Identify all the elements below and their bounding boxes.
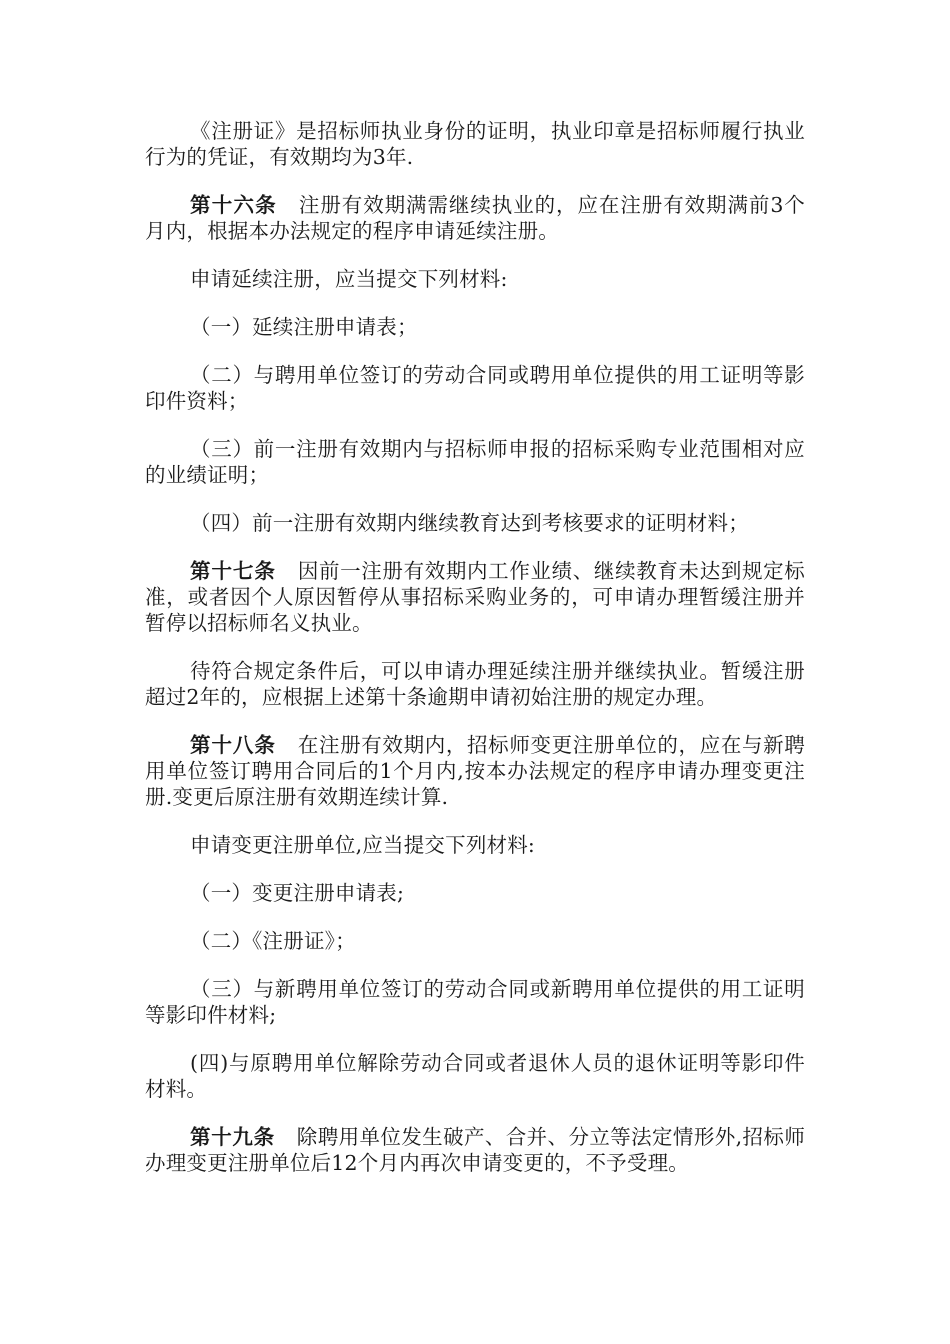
article-heading: 第十八条 (190, 733, 276, 757)
paragraph-text: （一）变更注册申请表; (190, 881, 405, 905)
paragraph (145, 118, 805, 170)
list-item (145, 880, 805, 906)
paragraph (145, 658, 805, 710)
paragraph-text: （四）前一注册有效期内继续教育达到考核要求的证明材料； (190, 511, 749, 535)
list-item (145, 510, 805, 536)
article-heading: 第十七条 (190, 559, 276, 583)
paragraph-text: 申请延续注册，应当提交下列材料: (190, 267, 508, 291)
paragraph-text: （三）与新聘用单位签订的劳动合同或新聘用单位提供的用工证明等影印件材料; (145, 977, 805, 1027)
paragraph-text: 注册有效期满需继续执业的，应在注册有效期满前3个月内，根据本办法规定的程序申请延续注册。 (145, 193, 806, 243)
paragraph-text: (四)与原聘用单位解除劳动合同或者退休人员的退休证明等影印件材料。 (145, 1051, 805, 1101)
paragraph-text: 申请变更注册单位,应当提交下列材料: (190, 833, 536, 857)
document-body (145, 118, 805, 1198)
list-item (145, 1050, 805, 1102)
article-paragraph (145, 1124, 805, 1176)
paragraph-text: （二）与聘用单位签订的劳动合同或聘用单位提供的用工证明等影印件资料； (145, 363, 805, 413)
paragraph-text: （三）前一注册有效期内与招标师申报的招标采购专业范围相对应的业绩证明； (145, 437, 805, 487)
article-heading: 第十六条 (190, 193, 277, 217)
paragraph-text: 待符合规定条件后，可以申请办理延续注册并继续执业。暂缓注册超过2年的，应根据上述第十条逾期申请初始注册的规定办理。 (145, 659, 805, 709)
paragraph-text: 除聘用单位发生破产、合并、分立等法定情形外,招标师办理变更注册单位后12个月内再次申请变更的，不予受理。 (145, 1125, 806, 1175)
list-item (145, 928, 805, 954)
article-paragraph (145, 192, 805, 244)
paragraph-text: 《注册证》是招标师执业身份的证明，执业印章是招标师履行执业行为的凭证，有效期均为3年. (145, 119, 805, 169)
paragraph-text: （二）《注册证》； (190, 929, 356, 953)
paragraph-text: 在注册有效期内，招标师变更注册单位的，应在与新聘用单位签订聘用合同后的1个月内,按本办法规定的程序申请办理变更注册.变更后原注册有效期连续计算. (145, 733, 805, 809)
list-item (145, 362, 805, 414)
paragraph-text: 因前一注册有效期内工作业绩、继续教育未达到规定标准，或者因个人原因暂停从事招标采购业务的，可申请办理暂缓注册并暂停以招标师名义执业。 (145, 559, 805, 635)
paragraph (145, 266, 805, 292)
list-item (145, 976, 805, 1028)
paragraph (145, 832, 805, 858)
article-paragraph (145, 732, 805, 810)
list-item (145, 436, 805, 488)
paragraph-text: （一）延续注册申请表； (190, 315, 418, 339)
article-paragraph (145, 558, 805, 636)
list-item (145, 314, 805, 340)
article-heading: 第十九条 (190, 1125, 275, 1149)
